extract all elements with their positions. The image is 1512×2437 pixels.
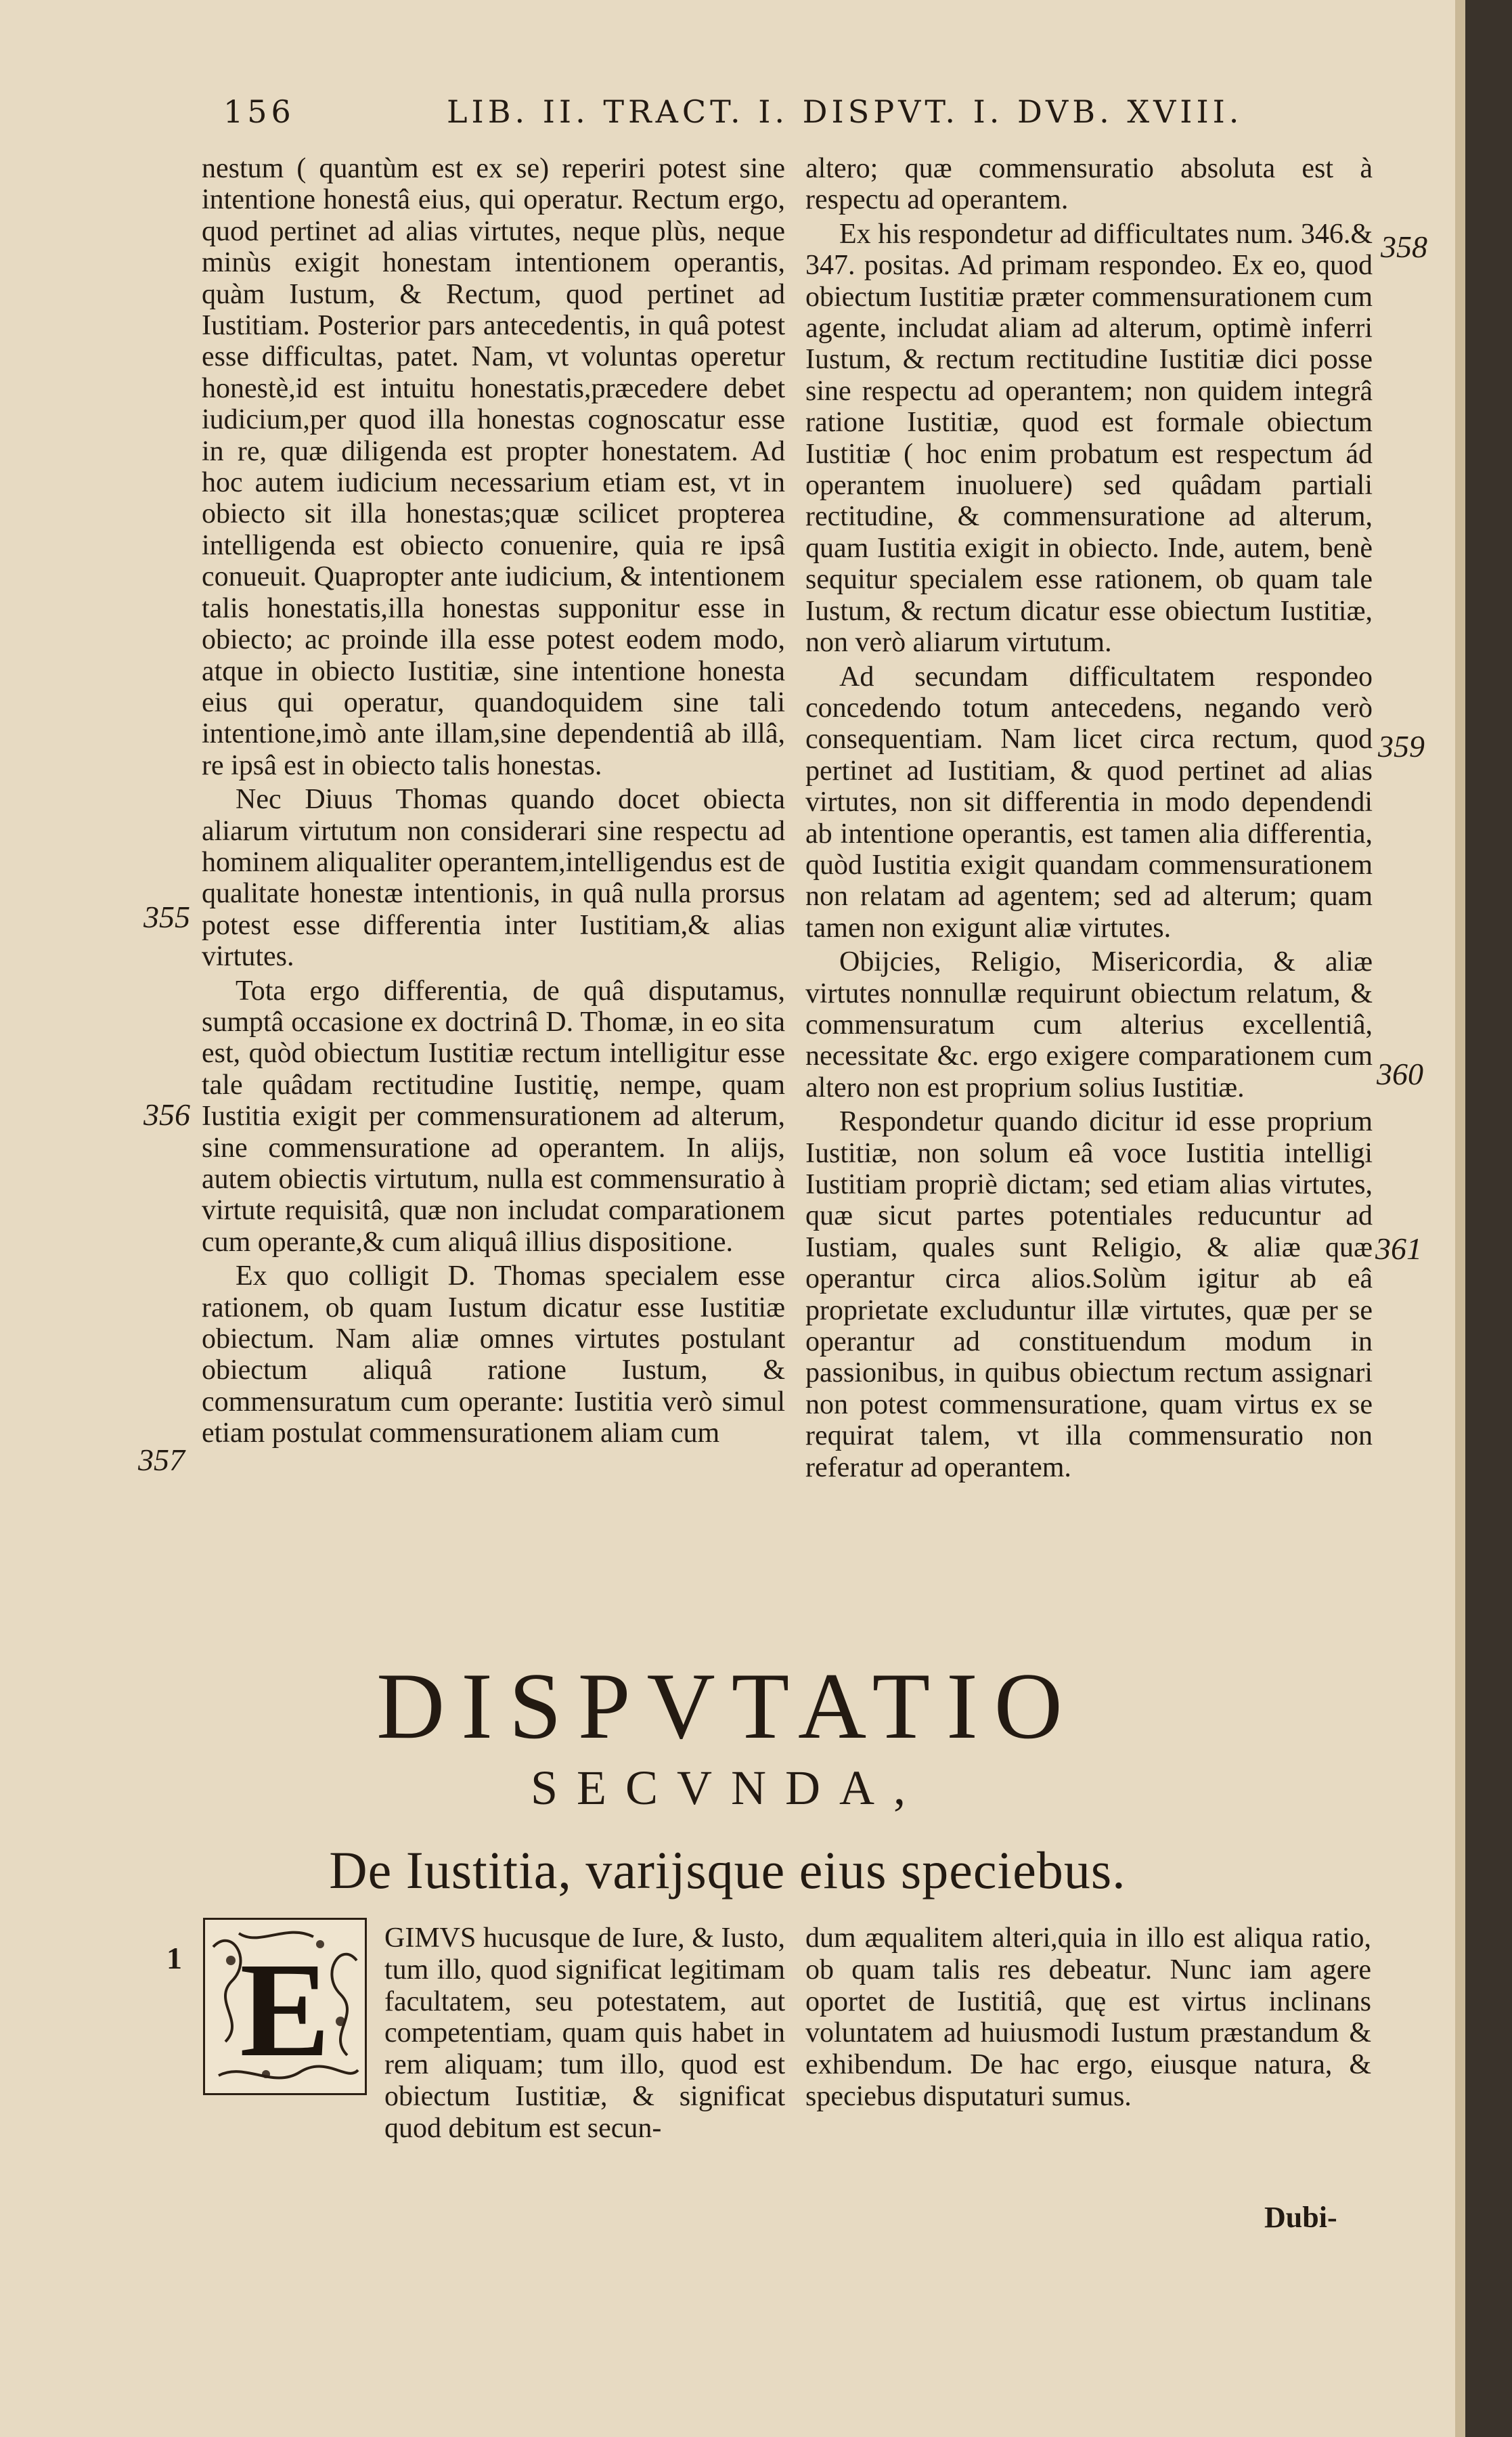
disputatio-description: De Iustitia, varijsque eius speciebus. (329, 1841, 1126, 1900)
disputatio-subtitle: SECVNDA, (530, 1761, 925, 1815)
section-number: 1 (166, 1941, 182, 1975)
paragraph: Tota ergo differentia, de quâ disputamus, sumptâ occasione ex doctrinâ D. Thomæ, in eo sita est, quòd obiectum Iustitiæ rectum intelligitur esse tale quâdam rectitudine Iustitię, nempe, quam Iustitia exigit per commensurationem ad alterum, sine commensuratione ad operantem. In alijs, autem obiectis virtutum, nulla est commensuratio à virtute requisitâ, quæ non includat comparationem cum operante,& cum aliquâ illius dispositione. (202, 975, 785, 1258)
book-gutter (1465, 0, 1512, 2437)
paragraph: nestum ( quantùm est ex se) reperiri potest sine intentione honestâ eius, qui operatur. Rectum ergo, quod pertinet ad alias virtutes, neque plùs, neque minùs exigit honestam intentionem operantis, quàm Iustum, & Rectum, quod pertinet ad Iustitiam. Posterior pars antecedentis, in quâ potest esse difficultas, patet. Nam, vt voluntas operetur honestè,id est intuitu honestatis,præcedere debet iudicium,per quod illa honestas cognoscatur esse in re, quæ diligenda est propter honestatem. Ad hoc autem iudicium necessarium etiam est, vt in obiecto sit illa honestas;quæ scilicet propterea intelligenda est obiecto conuenire, quia re ipsâ conueuit. Quapropter ante iudicium, & intentionem talis honestatis,illa honestas supponitur esse in obiecto; ac proinde illa esse potest eodem modo, atque in obiecto Iustitiæ, sine intentione honesta eius qui operatur, quandoquidem sine tali intentione,imò ante illam,sine dependentiâ ab illâ, re ipsâ est in obiecto talis honestas. (202, 153, 785, 781)
margin-number: 358 (1381, 229, 1427, 264)
page-edge (1455, 0, 1465, 2437)
paragraph: altero; quæ commensuratio absoluta est à respectu ad operantem. (805, 153, 1373, 216)
paragraph: Ad secundam difficultatem respondeo concedendo totum antecedens, negando verò consequentiam. Nam licet circa rectum, quod pertinet ad Iustitiam, & quod pertinet ad alias virtutes, non sit differentia in modo dependendi ab intentione operantis, est tamen alia differentia, quòd Iustitia exigit quandam commensurationem non relatam ad agentem; sed ad alterum; quam tamen non exigunt aliæ virtutes. (805, 661, 1373, 944)
margin-number: 357 (138, 1443, 185, 1477)
margin-number: 360 (1377, 1057, 1423, 1091)
intro-left-text (203, 1923, 785, 2145)
running-title: LIB. II. TRACT. I. DISPVT. I. DVB. XVIII. (447, 93, 1243, 130)
paragraph: Nec Diuus Thomas quando docet obiecta aliarum virtutum non considerari sine respectu ad hominem aliqualiter operantem,intelligendus est de qualitate honestæ intentionis, in quâ nulla prorsus potest esse differentia inter Iustitiam,& alias virtutes. (202, 784, 785, 973)
right-column (805, 153, 1373, 1486)
margin-number: 359 (1378, 729, 1425, 764)
paragraph: Ex quo colligit D. Thomas specialem esse rationem, ob quam Iustum dicatur esse Iustitiæ obiectum. Nam aliæ omnes virtutes postulant obiectum aliquâ ratione Iustum, & commensuratum cum operante: Iustitia verò simul etiam postulat commensurationem aliam cum (202, 1260, 785, 1449)
running-header (223, 93, 1428, 148)
paragraph: Obijcies, Religio, Misericordia, & aliæ virtutes nonnullæ requirunt obiectum relatum, & commensuratum cum alterius excellentiâ, necessitate &c. ergo exigere comparationem cum altero non est proprium solius Iustitiæ. (805, 946, 1373, 1103)
paragraph: Ex his respondetur ad difficultates num. 346.& 347. positas. Ad primam respondeo. Ex eo, quod obiectum Iustitiæ præter commensurationem cum agente, includat aliam ad alterum, optimè inferri Iustum, & rectum rectitudine Iustitiæ dici posse sine respectu ad operantem; non quidem integrâ ratione Iustitiæ, quod est formale obiectum Iustitiæ ( hoc enim probatum est respectum ád operantem inuoluere) sed quâdam partiali rectitudine, & commensuratione ad alterum, quam Iustitia exigit in obiecto. Inde, autem, benè sequitur specialem esse rationem, ob quam tale Iustum, & rectum dicatur esse obiectum Iustitiæ, non verò aliarum virtutum. (805, 218, 1373, 659)
margin-number: 361 (1375, 1231, 1422, 1266)
intro-right-text: dum æqualitem alteri,quia in illo est aliqua ratio, ob quam talis res debeatur. Nunc iam agere oportet de Iustitiâ, quę est virtus inclinans voluntatem ad huiusmodi Iustum præstandum & exhibendum. De hac ergo, eiusque natura, & speciebus disputaturi sumus. (805, 1923, 1371, 2112)
initial-letter: E (240, 1935, 330, 2085)
intro-paragraph: GIMVS hucusque de Iure, & Iusto, tum illo, quod significat legitimam facultatem, seu potestatem, aut competentiam, quam quis habet in rem aliquam; tum illo, quod est obiectum Iustitiæ, & significat quod debitum est secun- (384, 1923, 785, 2144)
margin-number: 355 (143, 900, 190, 934)
left-column (202, 153, 785, 1452)
disputatio-title: DISPVTATIO (376, 1654, 1079, 1759)
margin-number: 356 (143, 1097, 190, 1132)
page-number: 156 (223, 93, 295, 130)
catchword: Dubi- (1264, 2201, 1337, 2234)
paragraph: Respondetur quando dicitur id esse proprium Iustitiæ, non solum eâ voce Iustitia intelligi Iustitiam propriè dictam; sed etiam alias virtutes, quæ sicut partes potentiales reducuntur ad Iustiam, quales sunt Religio, & aliæ quæ operantur circa alios.Solùm igitur ab eâ proprietate excluduntur illæ virtutes, quæ per se operantur ad constituendum modum in passionibus, in quibus obiectum rectum assignari non potest commensuratione, quam virtus ex se requirat talem, vt illa commensuratio non referatur ad operantem. (805, 1106, 1373, 1483)
